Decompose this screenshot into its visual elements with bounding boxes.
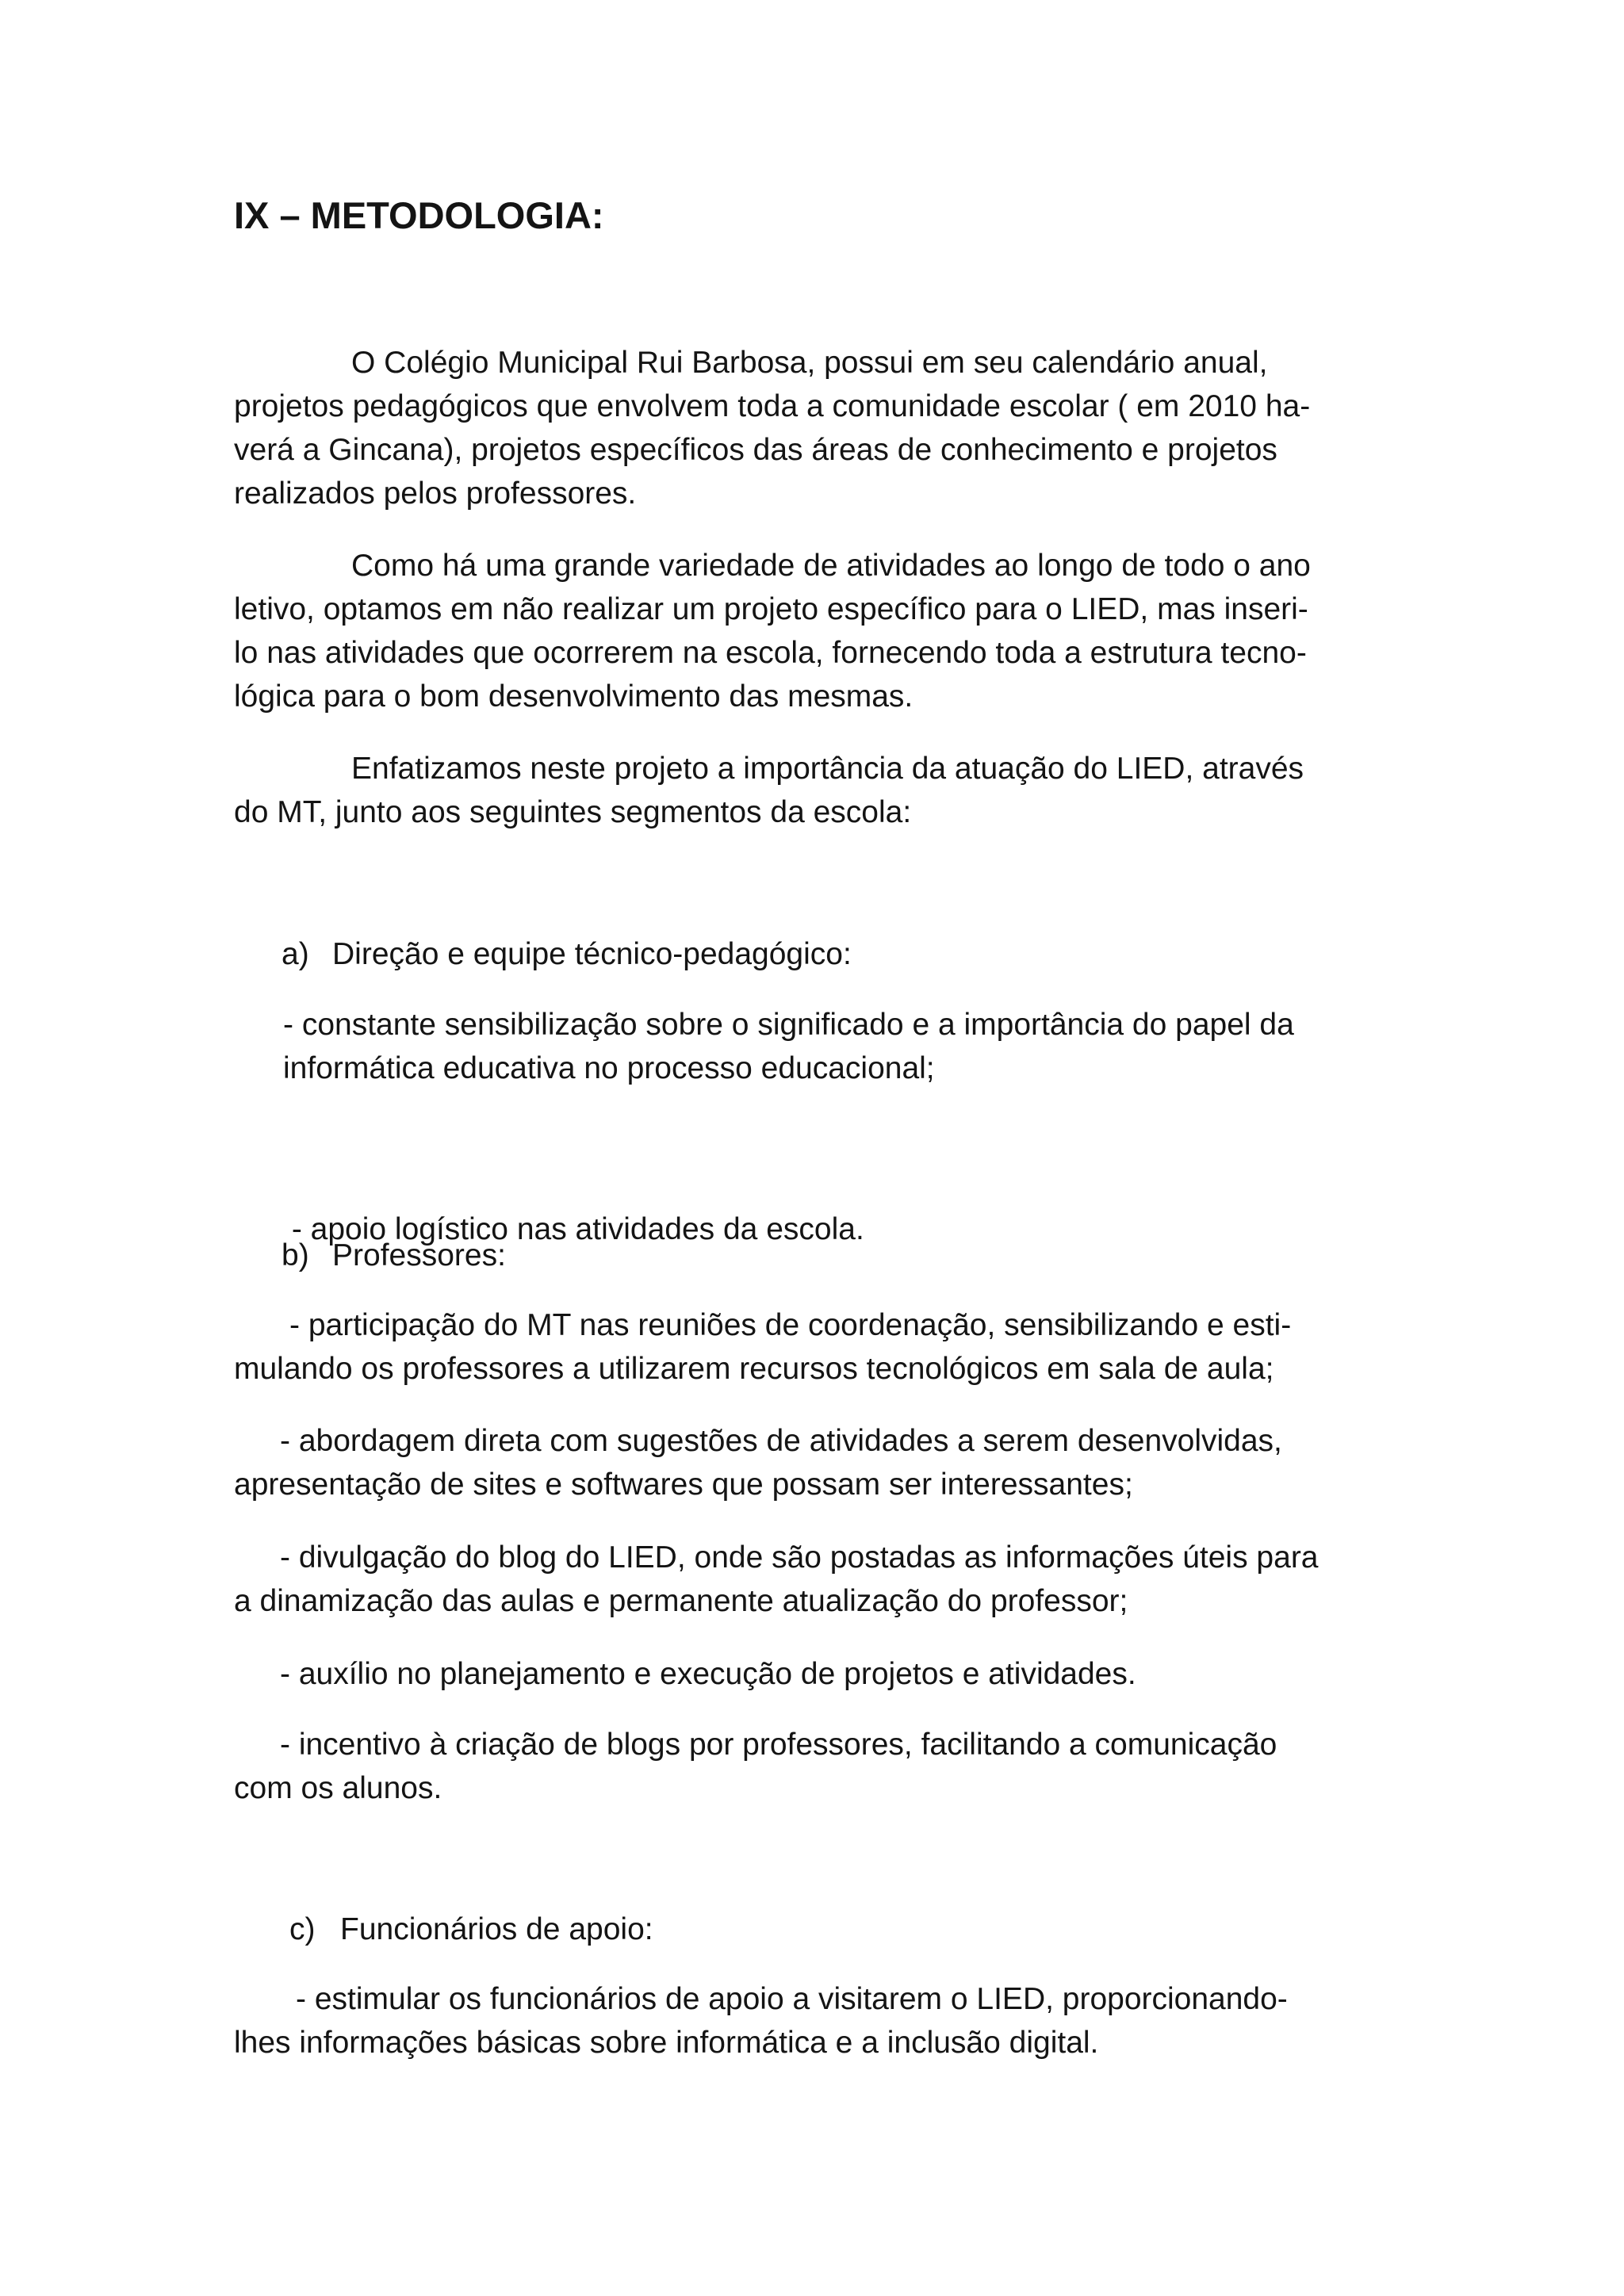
section-b-item — [234, 1536, 1392, 1623]
paragraph-line: Como há uma grande variedade de atividades ao longo de todo o ano — [351, 549, 1311, 583]
activities-paragraph — [234, 544, 1392, 718]
item-line: - apoio logístico nas atividades da escola. — [283, 1212, 864, 1246]
section-c-item — [234, 1977, 1392, 2064]
section-b-item — [234, 1652, 1392, 1696]
item-line: mulando os professores a utilizarem recursos tecnológicos em sala de aula; — [234, 1352, 1274, 1386]
section-c-label — [289, 1908, 1320, 1951]
section-b-marker: b) — [282, 1238, 309, 1272]
paragraph-line: lo nas atividades que ocorrerem na escola, fornecendo toda a estrutura tecno- — [234, 636, 1307, 670]
paragraph-line: verá a Gincana), projetos específicos das áreas de conhecimento e projetos — [234, 433, 1277, 467]
intro-paragraph — [234, 341, 1392, 515]
paragraph-line: letivo, optamos em não realizar um projeto específico para o LIED, mas inseri- — [234, 592, 1308, 626]
item-line: - participação do MT nas reuniões de coordenação, sensibilizando e esti- — [289, 1308, 1292, 1342]
item-line: - estimular os funcionários de apoio a visitarem o LIED, proporcionando- — [296, 1982, 1288, 2016]
section-b-item — [234, 1303, 1392, 1391]
section-b-item — [234, 1419, 1392, 1506]
item-line: com os alunos. — [234, 1771, 442, 1805]
item-line: informática educativa no processo educacional; — [283, 1051, 935, 1085]
paragraph-line: O Colégio Municipal Rui Barbosa, possui em seu calendário anual, — [351, 346, 1268, 380]
item-line: - incentivo à criação de blogs por professores, facilitando a comunicação — [280, 1728, 1277, 1762]
item-line: lhes informações básicas sobre informática e a inclusão digital. — [234, 2026, 1099, 2060]
paragraph-line: realizados pelos professores. — [234, 476, 637, 511]
item-line: - divulgação do blog do LIED, onde são postadas as informações úteis para — [280, 1540, 1319, 1575]
section-a-marker: a) — [282, 937, 309, 971]
section-c-marker: c) — [289, 1912, 316, 1946]
paragraph-line: lógica para o bom desenvolvimento das mesmas. — [234, 679, 914, 714]
section-a-item — [283, 1003, 1393, 1090]
section-heading: IX – METODOLOGIA: — [234, 194, 604, 236]
paragraph-line: do MT, junto aos seguintes segmentos da escola: — [234, 795, 912, 829]
section-b-item — [234, 1723, 1392, 1810]
item-line: apresentação de sites e softwares que possam ser interessantes; — [234, 1468, 1133, 1502]
item-line: - abordagem direta com sugestões de atividades a serem desenvolvidas, — [280, 1424, 1282, 1458]
section-b-label — [282, 1234, 1312, 1277]
item-line: a dinamização das aulas e permanente atualização do professor; — [234, 1584, 1128, 1618]
section-a-title: Direção e equipe técnico-pedagógico: — [332, 937, 852, 971]
emphasis-paragraph — [234, 747, 1392, 834]
item-line: - constante sensibilização sobre o significado e a importância do papel da — [283, 1008, 1294, 1042]
item-line: - auxílio no planejamento e execução de projetos e atividades. — [280, 1657, 1136, 1691]
section-c-title: Funcionários de apoio: — [340, 1912, 653, 1946]
section-b-title: Professores: — [332, 1238, 506, 1272]
section-a-label — [282, 932, 1312, 976]
paragraph-line: projetos pedagógicos que envolvem toda a comunidade escolar ( em 2010 ha- — [234, 389, 1311, 423]
paragraph-line: Enfatizamos neste projeto a importância da atuação do LIED, através — [351, 752, 1304, 786]
